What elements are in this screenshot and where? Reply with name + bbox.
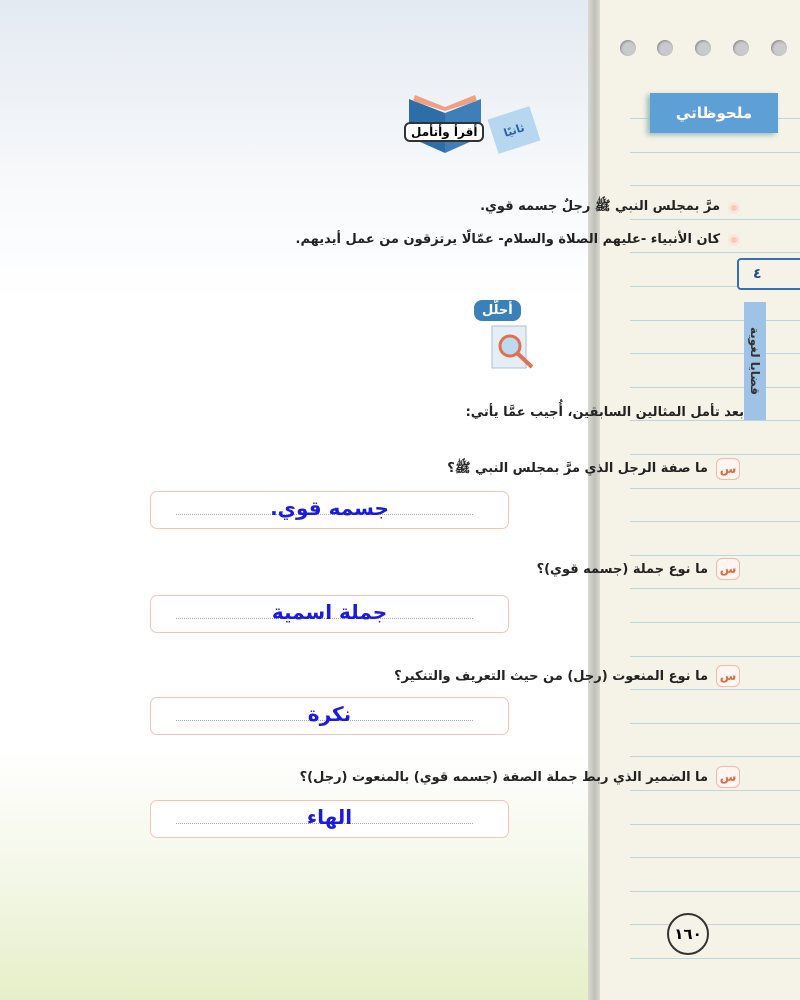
answer-field[interactable] — [150, 491, 509, 529]
answer-text: نكرة — [307, 702, 352, 726]
question-badge: س — [716, 665, 740, 687]
section-title: أقرأ وأتأمل — [404, 122, 484, 142]
ruled-line — [630, 656, 800, 657]
ruled-line — [630, 924, 800, 925]
ruled-line — [630, 387, 800, 388]
binder-hole-icon — [657, 40, 673, 56]
question-badge: س — [716, 766, 740, 788]
bullet-icon — [728, 202, 740, 214]
question-text: ما صفة الرجل الذي مرَّ بمجلس النبي ﷺ؟ — [447, 460, 708, 476]
ruled-line — [630, 152, 800, 153]
example-text: مرَّ بمجلس النبي ﷺ رجلٌ جسمه قوي. — [480, 199, 720, 214]
ruled-line — [630, 555, 800, 556]
ruled-line — [630, 320, 800, 321]
ruled-line — [630, 185, 800, 186]
binder-hole-icon — [695, 40, 711, 56]
ruled-line — [630, 958, 800, 959]
ruled-line — [630, 622, 800, 623]
example-text: كان الأنبياء -عليهم الصلاة والسلام- عمّالًا يرتزقون من عمل أيديهم. — [295, 232, 720, 247]
answer-text: جسمه قوي. — [270, 496, 389, 520]
instruction-text: بعد تأمل المثالين السابقين، أُجيب عمَّا يأتي: — [465, 405, 744, 420]
question-badge: س — [716, 458, 740, 480]
bullet-icon — [728, 234, 740, 246]
ruled-line — [630, 790, 800, 791]
unit-number: ٤ — [737, 258, 800, 290]
binder-hole-icon — [771, 40, 787, 56]
ruled-line — [630, 588, 800, 589]
notes-page — [600, 0, 800, 1000]
ruled-line — [630, 252, 800, 253]
analyze-label: أحلّل — [474, 300, 521, 321]
binder-hole-icon — [620, 40, 636, 56]
question — [300, 766, 740, 788]
question-text: ما الضمير الذي ربط جملة الصفة (جسمه قوي) بالمنعوت (رجل)؟ — [299, 769, 708, 785]
ruled-line — [630, 891, 800, 892]
question — [447, 458, 740, 480]
binder-hole-icon — [733, 40, 749, 56]
ruled-line — [630, 488, 800, 489]
question-text: ما نوع المنعوت (رجل) من حيث التعريف والتنكير؟ — [394, 668, 708, 684]
magnifier-icon — [488, 322, 540, 372]
answer-field[interactable] — [150, 595, 509, 633]
question-text: ما نوع جملة (جسمه قوي)؟ — [536, 561, 708, 577]
answer-field[interactable] — [150, 697, 509, 735]
ruled-line — [630, 756, 800, 757]
example-item — [480, 198, 740, 217]
ruled-line — [630, 689, 800, 690]
ruled-line — [630, 857, 800, 858]
question — [394, 665, 740, 687]
ruled-line — [630, 353, 800, 354]
example-item — [296, 232, 740, 247]
section-tag: ثانيًا — [488, 106, 541, 154]
ruled-line — [630, 824, 800, 825]
question — [537, 558, 740, 580]
ruled-line — [630, 420, 800, 421]
question-badge: س — [716, 558, 740, 580]
answer-text: الهاء — [306, 805, 353, 829]
ruled-line — [630, 454, 800, 455]
answer-text: جملة اسمية — [271, 600, 388, 624]
answer-field[interactable] — [150, 800, 509, 838]
ruled-line — [630, 521, 800, 522]
ruled-line — [630, 219, 800, 220]
page-number: ١٦٠ — [667, 913, 709, 955]
notes-title: ملحوظاتي — [650, 93, 778, 133]
ruled-line — [630, 723, 800, 724]
unit-title: قضايا لغوية — [744, 302, 766, 420]
